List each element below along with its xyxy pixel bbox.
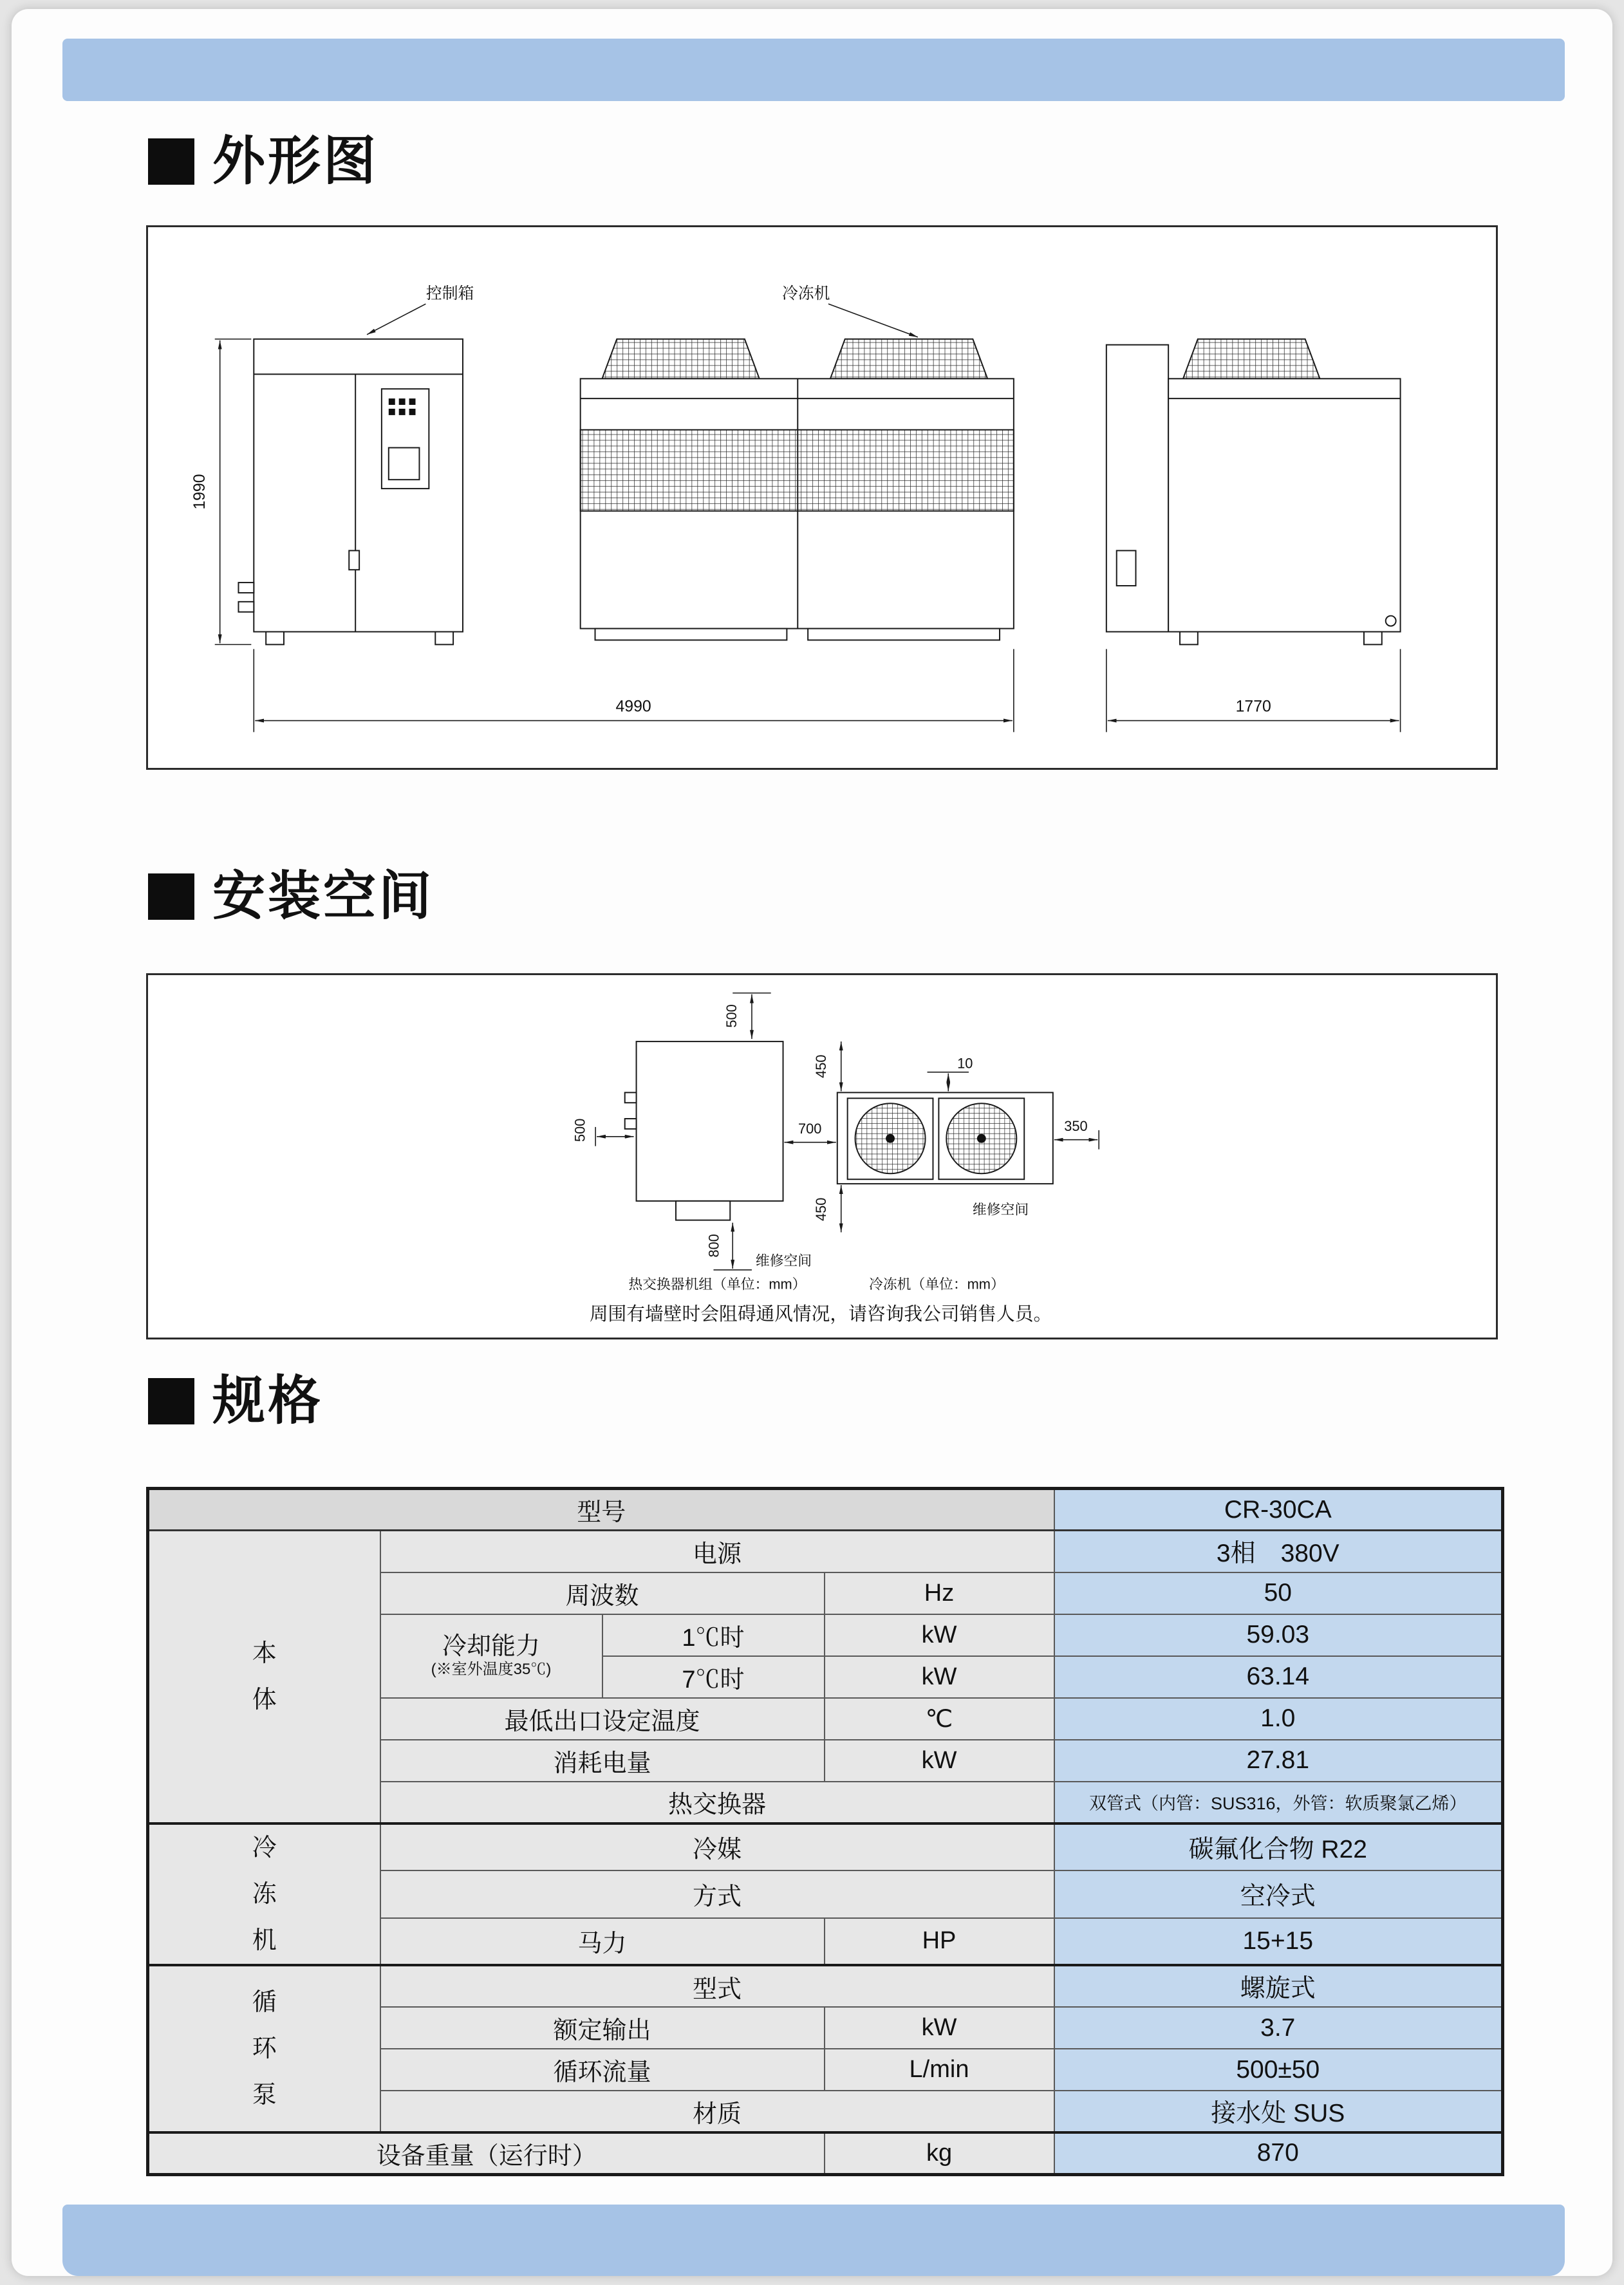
consumption-value: 27.81 xyxy=(1054,1740,1503,1782)
chiller-caption: 冷冻机（单位：mm） xyxy=(869,1276,1005,1292)
heat-exchanger-value: 双管式（内管：SUS316，外管：软质聚氯乙烯） xyxy=(1054,1782,1503,1823)
page-card xyxy=(12,9,1612,2276)
spec-row-model xyxy=(148,1489,1503,1531)
pump-type-value: 螺旋式 xyxy=(1054,1965,1503,2007)
output-label: 额定输出 xyxy=(380,2007,825,2049)
hx-caption: 热交换器机组（单位：mm） xyxy=(628,1276,807,1292)
section-title-spec: 规格 xyxy=(212,1372,324,1430)
consumption-label: 消耗电量 xyxy=(380,1740,825,1782)
refrigerant-value: 碳氟化合物 R22 xyxy=(1054,1823,1503,1871)
spec-row-power xyxy=(148,1531,1503,1572)
hp-value: 15+15 xyxy=(1054,1918,1503,1966)
top-accent-bar xyxy=(62,39,1565,101)
dim-chiller-right: 350 xyxy=(1064,1117,1088,1134)
heat-exchanger-label: 热交换器 xyxy=(380,1782,1054,1823)
method-label: 方式 xyxy=(380,1870,1054,1918)
flow-value: 500±50 xyxy=(1054,2049,1503,2091)
dim-height-1990 xyxy=(191,339,251,645)
dim-chiller-top: 450 xyxy=(812,1054,829,1078)
refrigerant-label: 冷媒 xyxy=(380,1823,1054,1871)
outline-side-view xyxy=(1106,339,1401,645)
section-bullet-icon xyxy=(148,138,194,185)
cooling1-value: 59.03 xyxy=(1054,1614,1503,1656)
cooling7-label: 7℃时 xyxy=(602,1656,825,1698)
method-value: 空冷式 xyxy=(1054,1870,1503,1918)
output-value: 3.7 xyxy=(1054,2007,1503,2049)
outline-callouts xyxy=(367,284,918,337)
group-body: 本体 xyxy=(148,1531,380,1823)
min-temp-unit: ℃ xyxy=(825,1698,1054,1740)
freq-label: 周波数 xyxy=(380,1572,825,1614)
cooling1-unit: kW xyxy=(825,1614,1054,1656)
model-label: 型号 xyxy=(148,1489,1054,1531)
spec-row-weight xyxy=(148,2132,1503,2174)
control-box-label: 控制箱 xyxy=(425,285,474,303)
cooling-label: 冷却能力 (※室外温度35℃) xyxy=(380,1614,602,1698)
dim-length-4990 xyxy=(254,649,1014,732)
dim-mid-clearance: 700 xyxy=(798,1120,822,1137)
dim-chiller-bottom: 450 xyxy=(812,1197,829,1221)
outline-front-view xyxy=(581,339,1014,640)
weight-value: 870 xyxy=(1054,2132,1503,2174)
section-heading-install xyxy=(148,867,434,926)
dim-bottom-clearance: 800 xyxy=(705,1234,722,1258)
outline-left-unit xyxy=(238,339,463,645)
pump-type-label: 型式 xyxy=(380,1965,1054,2007)
install-captions xyxy=(590,1276,1052,1325)
service-space-label-1: 维修空间 xyxy=(755,1252,812,1269)
freq-unit: Hz xyxy=(825,1572,1054,1614)
output-unit: kW xyxy=(825,2007,1054,2049)
section-title-install: 安装空间 xyxy=(212,867,434,926)
spec-row-pump-type xyxy=(148,1965,1503,2007)
consumption-unit: kW xyxy=(825,1740,1054,1782)
model-value: CR-30CA xyxy=(1054,1489,1503,1531)
section-heading-spec xyxy=(148,1372,324,1430)
dim-depth-1770 xyxy=(1106,649,1401,732)
dim-depth-text: 1770 xyxy=(1235,698,1271,716)
dim-left-clearance: 500 xyxy=(572,1118,588,1142)
dim-chiller-gap: 10 xyxy=(957,1055,973,1072)
group-chiller: 冷冻机 xyxy=(148,1823,380,1966)
group-pump: 循环泵 xyxy=(148,1965,380,2132)
outline-drawing-box xyxy=(146,225,1498,770)
dim-height-text: 1990 xyxy=(191,474,209,510)
install-drawing-box xyxy=(146,973,1498,1339)
flow-label: 循环流量 xyxy=(380,2049,825,2091)
install-note: 周围有墙壁时会阻碍通风情况，请咨询我公司销售人员。 xyxy=(589,1304,1052,1325)
power-label: 电源 xyxy=(380,1531,1054,1572)
dim-length-text: 4990 xyxy=(615,698,651,716)
hp-label: 马力 xyxy=(380,1918,825,1966)
min-temp-label: 最低出口设定温度 xyxy=(380,1698,825,1740)
bottom-accent-bar xyxy=(62,2205,1565,2276)
spec-row-refrigerant xyxy=(148,1823,1503,1871)
install-drawing xyxy=(148,975,1496,1338)
section-heading-outline xyxy=(148,132,379,191)
min-temp-value: 1.0 xyxy=(1054,1698,1503,1740)
power-value: 3相 380V xyxy=(1054,1531,1503,1572)
dim-top-clearance: 500 xyxy=(723,1004,740,1028)
cooling7-value: 63.14 xyxy=(1054,1656,1503,1698)
install-hx-unit xyxy=(625,1041,783,1220)
cooling7-unit: kW xyxy=(825,1656,1054,1698)
section-title-outline: 外形图 xyxy=(212,132,379,191)
section-bullet-icon xyxy=(148,1378,194,1424)
material-value: 接水处 SUS xyxy=(1054,2091,1503,2132)
cooling1-label: 1℃时 xyxy=(602,1614,825,1656)
weight-label: 设备重量（运行时） xyxy=(148,2132,825,2174)
freq-value: 50 xyxy=(1054,1572,1503,1614)
install-chiller-unit xyxy=(837,1092,1053,1184)
flow-unit: L/min xyxy=(825,2049,1054,2091)
material-label: 材质 xyxy=(380,2091,1054,2132)
service-space-label-2: 维修空间 xyxy=(972,1201,1029,1218)
outline-drawing xyxy=(148,227,1496,768)
hp-unit: HP xyxy=(825,1918,1054,1966)
section-bullet-icon xyxy=(148,873,194,920)
weight-unit: kg xyxy=(825,2132,1054,2174)
chiller-label: 冷冻机 xyxy=(781,285,830,303)
spec-table xyxy=(146,1487,1504,2176)
